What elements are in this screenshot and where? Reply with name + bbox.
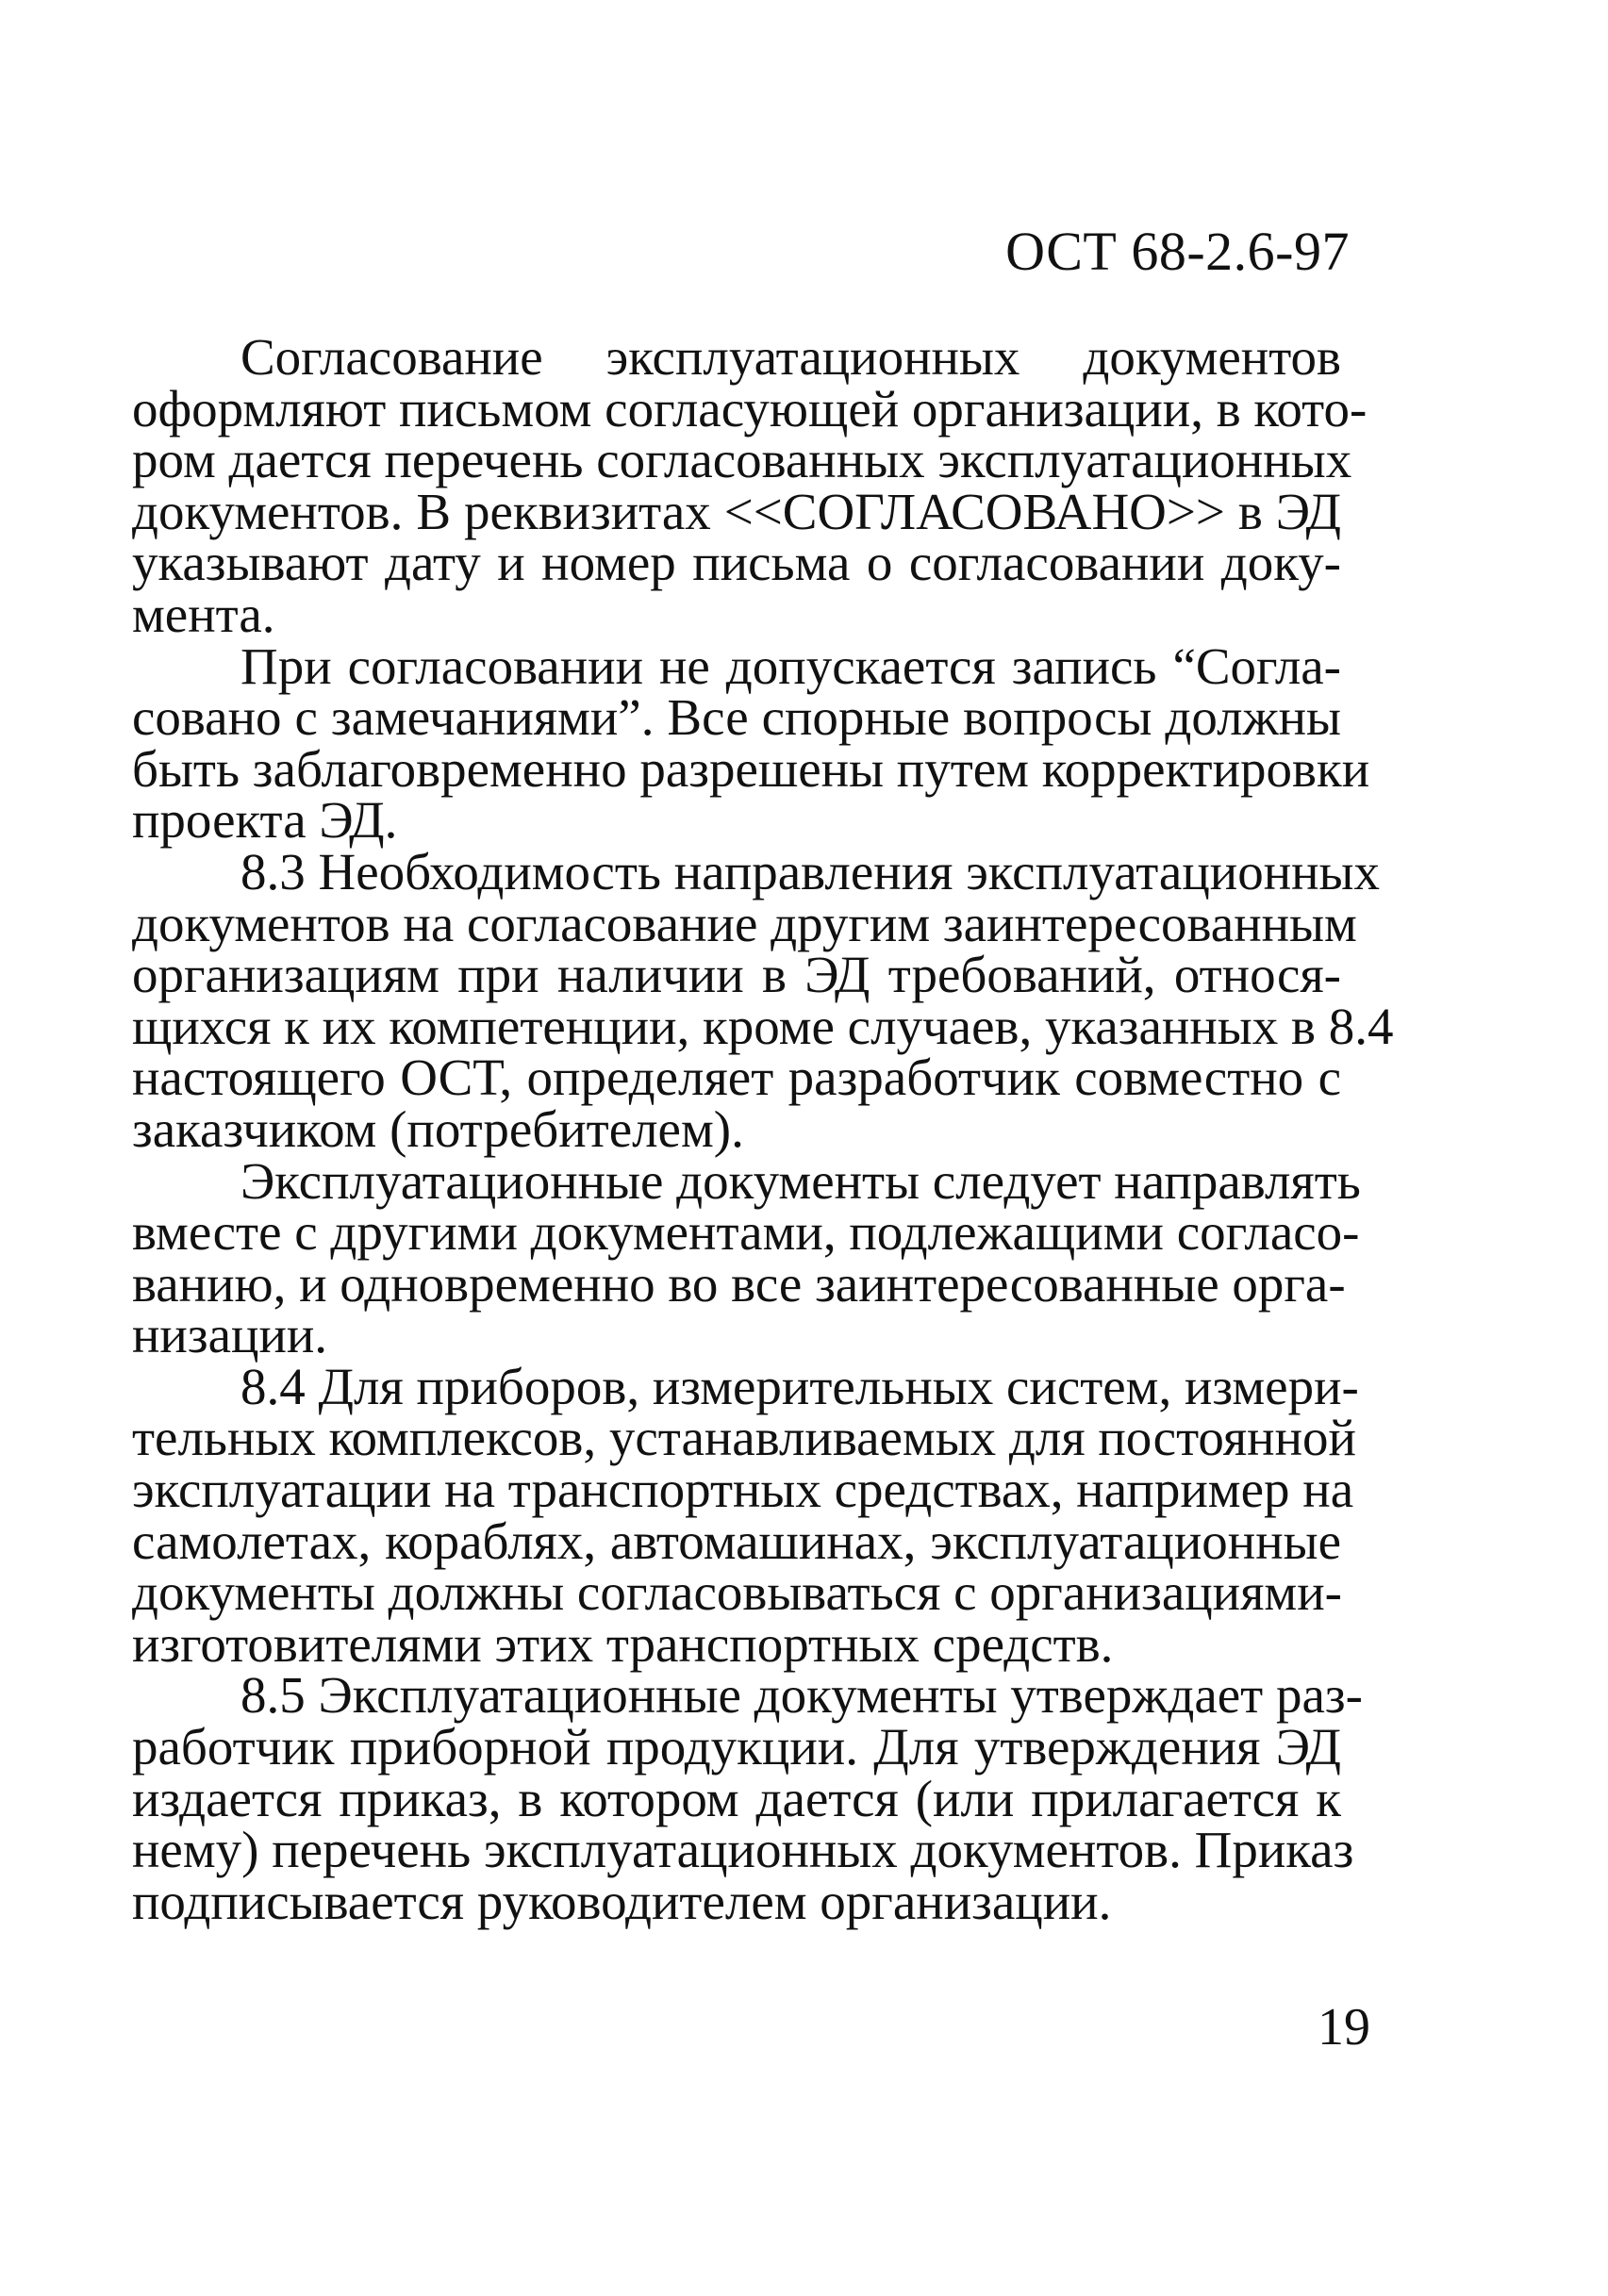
text-line: совано с замечаниями”. Все спорные вопросы должны [132,688,1341,747]
text-line: настоящего ОСТ, определяет разработчик совместно с [132,1049,1341,1107]
text-line: 8.5 Эксплуатационные документы утверждает раз- [240,1666,1363,1725]
text-line: Согласование эксплуатационных документов [240,328,1341,386]
text-line: ванию, и одновременно во все заинтересованные орга- [132,1254,1346,1313]
text-line: оформляют письмом согласующей организации, в кото- [132,379,1368,438]
text-line: низации. [132,1306,328,1364]
text-line: заказчиком (потребителем). [132,1099,744,1158]
text-line: работчик приборной продукции. Для утверждения ЭД [132,1718,1341,1776]
page-number: 19 [1318,1998,1370,2056]
text-line: тельных комплексов, устанавливаемых для постоянной [132,1409,1356,1467]
text-line: документов. В реквизитах <<СОГЛАСОВАНО>> в ЭД [132,482,1341,540]
text-line: нему) перечень эксплуатационных документов. Приказ [132,1821,1354,1879]
text-line: издается приказ, в котором дается (или прилагается к [132,1769,1341,1827]
text-line: мента. [132,585,275,643]
document-body [132,328,1394,1930]
text-line: организациям при наличии в ЭД требований, относя- [132,946,1341,1004]
text-line: ром дается перечень согласованных эксплуатационных [132,431,1352,489]
text-line: самолетах, кораблях, автомашинах, эксплуатационные [132,1511,1341,1570]
text-line: быть заблаговременно разрешены путем корректировки [132,739,1370,798]
text-line: вместе с другими документами, подлежащими согласо- [132,1203,1360,1262]
text-line: 8.4 Для приборов, измерительных систем, измери- [240,1357,1359,1415]
document-code-header: ОСТ 68-2.6-97 [1005,221,1350,282]
text-line: При согласовании не допускается запись “Согла- [240,636,1341,695]
text-line: проекта ЭД. [132,791,398,850]
text-line: документы должны согласовываться с организациями- [132,1563,1342,1622]
text-line: Эксплуатационные документы следует направлять [240,1151,1361,1210]
text-line: щихся к их компетенции, кроме случаев, указанных в 8.4 [132,997,1394,1055]
text-line: подписывается руководителем организации. [132,1872,1112,1930]
text-line: документов на согласование другим заинтересованным [132,894,1357,952]
text-line: указывают дату и номер письма о согласовании доку- [132,534,1341,592]
text-line: 8.3 Необходимость направления эксплуатационных [240,842,1381,900]
text-line: эксплуатации на транспортных средствах, например на [132,1461,1354,1519]
text-line: изготовителями этих транспортных средств. [132,1614,1114,1673]
